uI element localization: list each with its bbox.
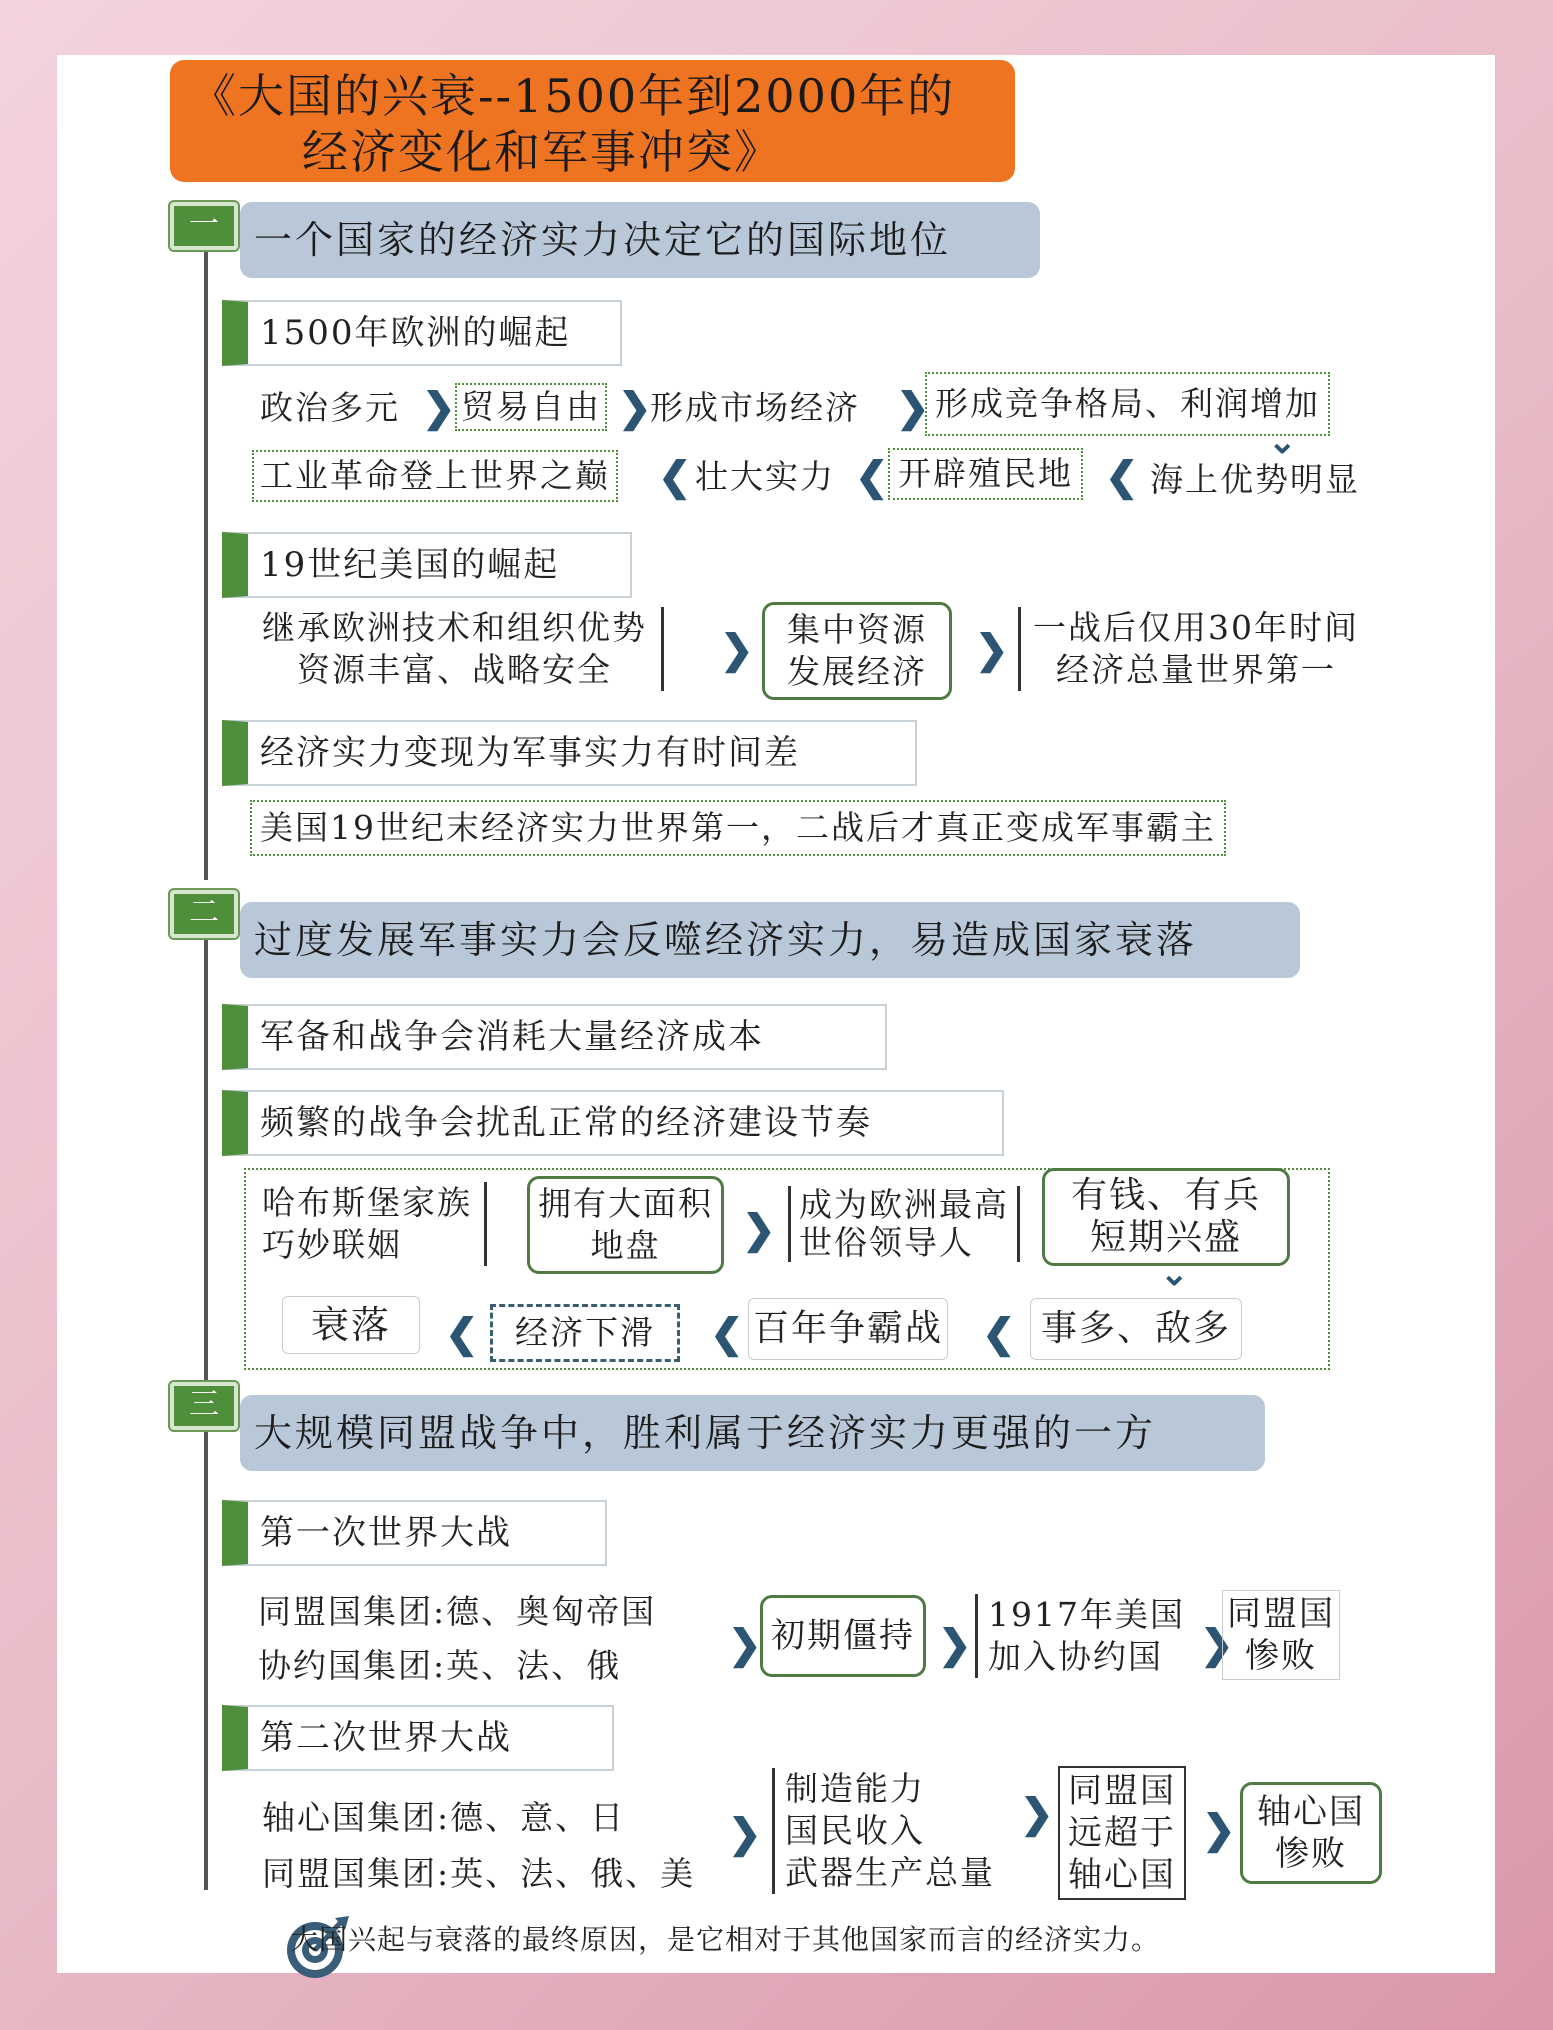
habsburg-f: 百年争霸战 bbox=[748, 1298, 948, 1360]
ww1-result bbox=[1222, 1590, 1340, 1680]
section-heading-3: 大规模同盟战争中，胜利属于经济实力更强的一方 bbox=[240, 1395, 1265, 1471]
arrow-right-icon: ❯ bbox=[720, 626, 754, 673]
ww2-factors-l3: 武器生产总量 bbox=[785, 1853, 995, 1892]
arrow-left-icon: ❮ bbox=[658, 453, 692, 500]
flow-item-market: 形成市场经济 bbox=[650, 388, 860, 427]
arrow-right-icon: ❯ bbox=[728, 1810, 762, 1857]
arrow-left-icon: ❮ bbox=[445, 1310, 479, 1357]
ww2-factors bbox=[772, 1768, 995, 1894]
us-rise-mid-l1: 集中资源 bbox=[787, 610, 927, 649]
us-rise-left bbox=[262, 607, 664, 691]
habsburg-c-l1: 成为欧洲最高 bbox=[799, 1185, 1009, 1224]
habsburg-b-l2: 地盘 bbox=[590, 1226, 661, 1265]
flow-item-strength: 壮大实力 bbox=[695, 457, 835, 496]
arrow-left-icon: ❮ bbox=[982, 1310, 1016, 1357]
timeline-line-2 bbox=[204, 930, 208, 1400]
arrow-right-icon: ❯ bbox=[975, 626, 1009, 673]
section-heading-2: 过度发展军事实力会反噬经济实力，易造成国家衰落 bbox=[240, 902, 1300, 978]
habsburg-b bbox=[527, 1176, 724, 1274]
habsburg-d-l2: 短期兴盛 bbox=[1090, 1217, 1243, 1258]
ww2-compare-l3: 轴心国 bbox=[1068, 1855, 1176, 1895]
ww2-sides-l2: 同盟国集团:英、法、俄、美 bbox=[262, 1854, 696, 1893]
arrow-right-icon: ❯ bbox=[728, 1621, 762, 1668]
flow-item-colony: 开辟殖民地 bbox=[888, 448, 1083, 500]
timeline-line-3 bbox=[204, 1420, 208, 1890]
habsburg-c-l2: 世俗领导人 bbox=[799, 1223, 974, 1262]
ww1-sides bbox=[258, 1585, 656, 1693]
footer-summary: 大国兴起与衰落的最终原因，是它相对于其他国家而言的经济实力。 bbox=[290, 1923, 1161, 1956]
ww2-compare-l2: 远超于 bbox=[1068, 1813, 1176, 1853]
ww2-compare bbox=[1058, 1766, 1186, 1900]
arrow-right-icon: ❯ bbox=[896, 384, 930, 431]
arrow-right-icon: ❯ bbox=[938, 1621, 972, 1668]
title-line1: 《大国的兴衰--1500年到2000年的 bbox=[190, 69, 956, 123]
ww2-result bbox=[1240, 1782, 1382, 1884]
us-rise-mid-l2: 发展经济 bbox=[787, 652, 927, 691]
habsburg-a bbox=[262, 1182, 487, 1266]
sub-heading-1-3: 经济实力变现为军事实力有时间差 bbox=[222, 720, 917, 786]
ww2-sides-l1: 轴心国集团:德、意、日 bbox=[262, 1798, 626, 1837]
sub-heading-2-1: 军备和战争会消耗大量经济成本 bbox=[222, 1004, 887, 1070]
sub-heading-1-2: 19世纪美国的崛起 bbox=[222, 532, 632, 598]
time-lag-note: 美国19世纪末经济实力世界第一，二战后才真正变成军事霸主 bbox=[250, 800, 1226, 856]
arrow-left-icon: ❮ bbox=[710, 1310, 744, 1357]
ww2-factors-l1: 制造能力 bbox=[785, 1769, 925, 1808]
sub-heading-3-2: 第二次世界大战 bbox=[222, 1705, 614, 1771]
title-line2: 经济变化和军事冲突》 bbox=[302, 125, 782, 179]
ww1-us-join-l2: 加入协约国 bbox=[988, 1637, 1163, 1676]
habsburg-h: 衰落 bbox=[282, 1296, 420, 1354]
flow-item-industrial: 工业革命登上世界之巅 bbox=[252, 450, 618, 502]
arrow-right-icon: ❯ bbox=[1200, 1621, 1234, 1668]
us-rise-right-l1: 一战后仅用30年时间 bbox=[1033, 608, 1359, 647]
us-rise-left-l2: 资源丰富、战略安全 bbox=[297, 650, 612, 689]
arrow-right-icon: ❯ bbox=[618, 384, 652, 431]
ww2-compare-l1: 同盟国 bbox=[1068, 1771, 1176, 1811]
ww2-factors-l2: 国民收入 bbox=[785, 1811, 925, 1850]
ww2-sides bbox=[262, 1790, 695, 1902]
habsburg-d bbox=[1042, 1168, 1290, 1266]
ww2-result-l2: 惨败 bbox=[1275, 1834, 1347, 1874]
page-title bbox=[170, 60, 1015, 182]
flow-item-political: 政治多元 bbox=[260, 388, 400, 427]
sub-heading-3-1: 第一次世界大战 bbox=[222, 1500, 607, 1566]
us-rise-right bbox=[1018, 607, 1359, 691]
arrow-right-icon: ❯ bbox=[1020, 1790, 1054, 1837]
section-number-2: 二 bbox=[170, 890, 238, 938]
ww1-stalemate: 初期僵持 bbox=[760, 1595, 926, 1677]
ww1-result-l1: 同盟国 bbox=[1227, 1594, 1335, 1634]
ww1-sides-l2: 协约国集团:英、法、俄 bbox=[258, 1646, 622, 1685]
habsburg-c bbox=[788, 1186, 1020, 1262]
arrow-left-icon: ❮ bbox=[1105, 453, 1139, 500]
arrow-right-icon: ❯ bbox=[742, 1206, 776, 1253]
habsburg-d-l1: 有钱、有兵 bbox=[1071, 1175, 1262, 1216]
ww2-result-l1: 轴心国 bbox=[1257, 1792, 1365, 1832]
arrow-right-icon: ❯ bbox=[422, 384, 456, 431]
arrow-right-icon: ❯ bbox=[1202, 1806, 1236, 1853]
us-rise-left-l1: 继承欧洲技术和组织优势 bbox=[262, 608, 647, 647]
sub-heading-1-1: 1500年欧洲的崛起 bbox=[222, 300, 622, 366]
habsburg-g: 经济下滑 bbox=[490, 1304, 680, 1362]
section-heading-1: 一个国家的经济实力决定它的国际地位 bbox=[240, 202, 1040, 278]
arrow-down-icon: ⌄ bbox=[1268, 422, 1297, 462]
habsburg-a-l1: 哈布斯堡家族 bbox=[262, 1183, 472, 1222]
flow-item-sea: 海上优势明显 bbox=[1150, 460, 1360, 499]
us-rise-mid bbox=[762, 602, 952, 700]
ww1-result-l2: 惨败 bbox=[1245, 1636, 1317, 1676]
arrow-down-icon: ⌄ bbox=[1160, 1254, 1189, 1294]
ww1-us-join bbox=[975, 1594, 1185, 1678]
section-number-1: 一 bbox=[170, 202, 238, 250]
sub-heading-2-2: 频繁的战争会扰乱正常的经济建设节奏 bbox=[222, 1090, 1004, 1156]
flow-item-competition: 形成竞争格局、利润增加 bbox=[925, 372, 1330, 436]
ww1-sides-l1: 同盟国集团:德、奥匈帝国 bbox=[258, 1592, 657, 1631]
us-rise-right-l2: 经济总量世界第一 bbox=[1056, 650, 1336, 689]
habsburg-e: 事多、敌多 bbox=[1030, 1298, 1242, 1360]
arrow-left-icon: ❮ bbox=[855, 453, 889, 500]
flow-item-trade: 贸易自由 bbox=[455, 383, 607, 431]
habsburg-b-l1: 拥有大面积 bbox=[538, 1184, 713, 1223]
ww1-us-join-l1: 1917年美国 bbox=[988, 1595, 1185, 1634]
timeline-line-1 bbox=[204, 230, 208, 880]
section-number-3: 三 bbox=[170, 1382, 238, 1430]
habsburg-a-l2: 巧妙联姻 bbox=[262, 1225, 402, 1264]
